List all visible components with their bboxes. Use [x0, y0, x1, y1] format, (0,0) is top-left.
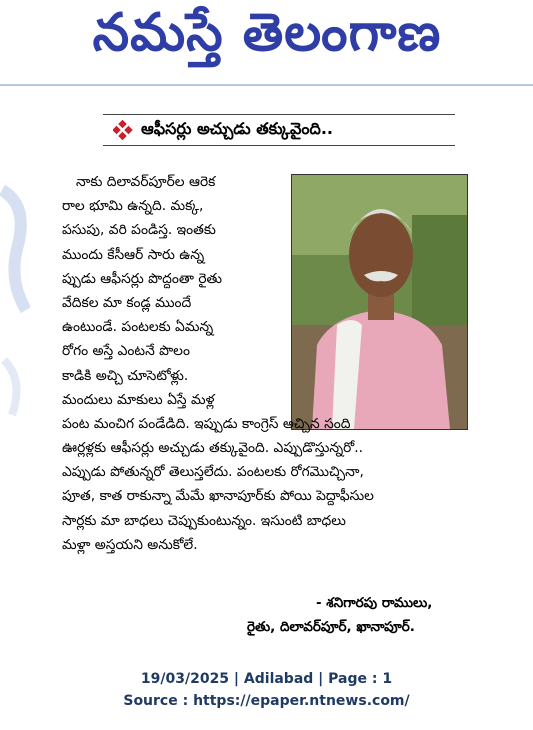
article-line: కాడికి అచ్చి చూసెటోళ్లు.: [62, 367, 189, 384]
article-line: మందులు మాకులు ఏస్తే మళ్ల: [62, 391, 215, 408]
article-headline: [103, 114, 455, 146]
article-line: నాకు దిలావర్‌పూర్‌ల ఆరెక: [76, 174, 216, 190]
article-line: రోగం అస్తే ఎంటనే పొలం: [62, 343, 190, 360]
source-footer: [0, 668, 533, 712]
article-line: ప్పుడు ఆఫీసర్లు పొద్దంతా రైతు: [62, 270, 223, 287]
article-line: పూత, కాత రాకున్నా మేమే ఖానాపూర్‌కు పోయి పెద్దాఫీసుల: [62, 488, 374, 505]
byline-role: రైతు, దిలావర్‌పూర్, ఖానాపూర్.: [247, 619, 415, 635]
article-line: వేదికల మా కండ్ల ముందే: [62, 294, 192, 311]
article-line: మళ్లా అస్తయని అనుకోలే.: [62, 536, 198, 553]
article-line: ఉంటుండే. పంటలకు ఏమన్న: [62, 319, 214, 336]
edition-meta: 19/03/2025 | Adilabad | Page : 1: [140, 671, 393, 687]
article-line: సార్లకు మా బాధలు చెప్పుకుంటున్నం. ఇసుంటి బాధలు: [62, 512, 346, 529]
side-decoration-graphic: [0, 150, 30, 470]
article-line: ఊర్లళ్లకు ఆఫీసర్లు అచ్చుడు తక్కువైంది. ఎప్పుడొస్తున్నరో..: [62, 440, 363, 457]
article-line: పంట మంచిగ పండేడిది. ఇప్పుడు కాంగ్రెస్ అచ్చిన సంది: [62, 415, 351, 432]
article-body: [62, 170, 472, 640]
article-line: రాల భూమి ఉన్నది. మక్క,: [62, 198, 204, 215]
ornament-diamond-icon: [113, 120, 133, 140]
article-line: పసుపు, వరి పండిస్త. ఇంతకు: [62, 222, 216, 239]
article-line: ఎప్పుడు పోతున్నరో తెలుస్తలేదు. పంటలకు రోగమొచ్చినా,: [62, 464, 364, 481]
article-line: ముందు కేసీఆర్ సారు ఉన్న: [62, 246, 205, 263]
newspaper-masthead: నమస్తే తెలంగాణ: [92, 2, 442, 63]
source-link[interactable]: Source : https://epaper.ntnews.com/: [123, 693, 410, 709]
headline-text: ఆఫీసర్లు అచ్చుడు తక్కువైంది..: [141, 118, 333, 138]
masthead-divider: [0, 84, 533, 86]
byline-name: - శనిగారపు రాములు,: [316, 595, 433, 611]
